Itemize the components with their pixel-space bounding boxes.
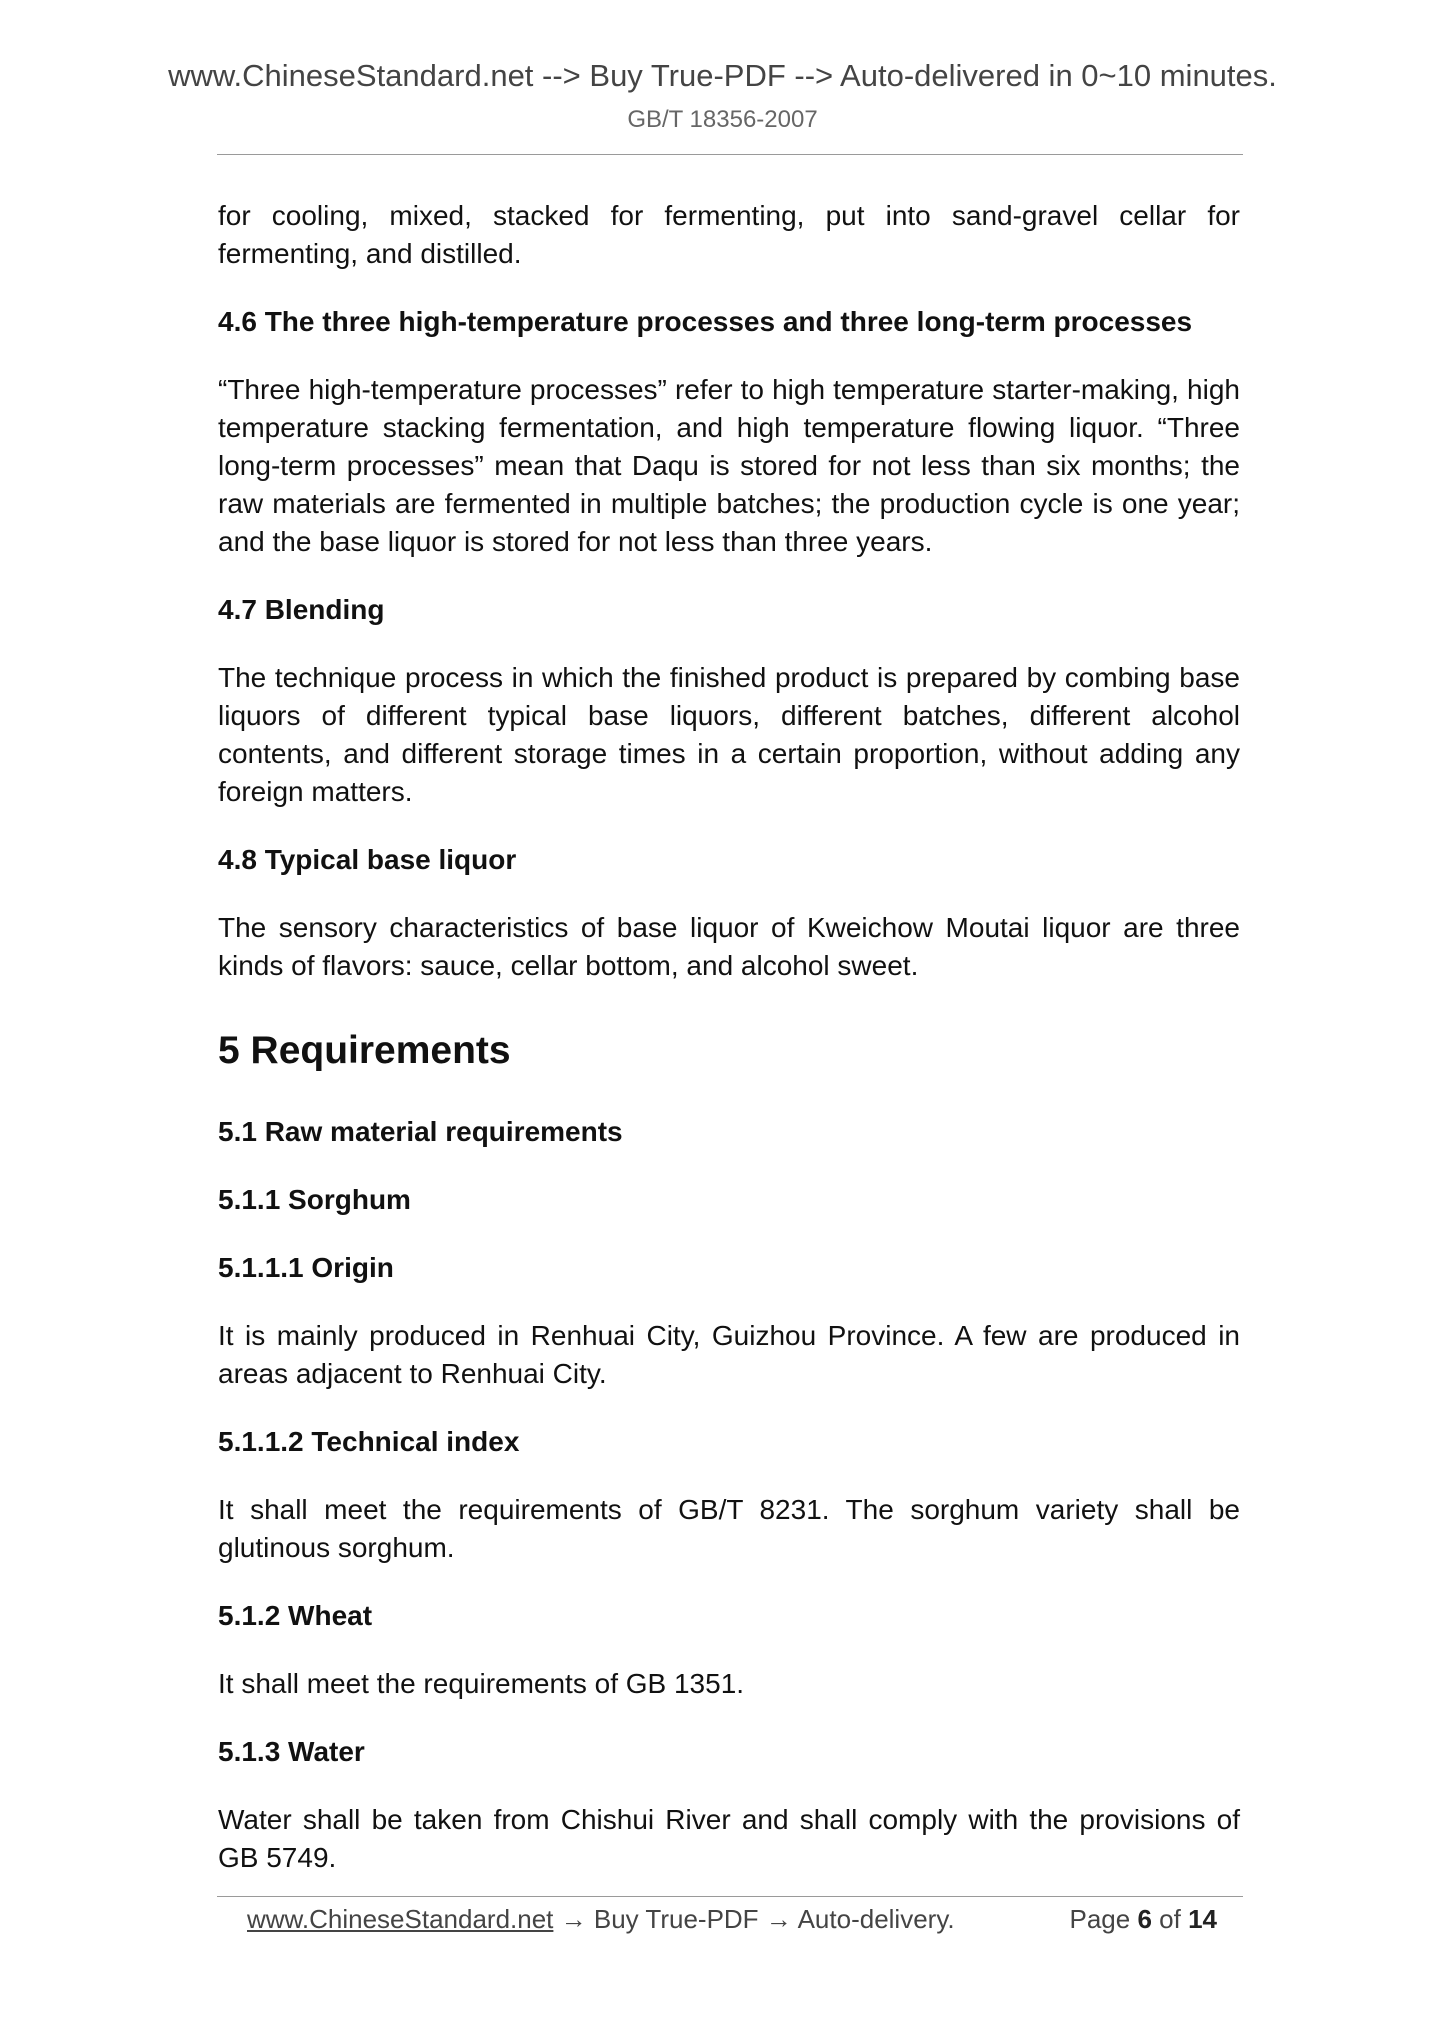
- heading-5-1-1-2: 5.1.1.2 Technical index: [218, 1426, 520, 1457]
- paragraph-5-1-3: Water shall be taken from Chishui River and shall comply with the provisions of GB 5749.: [218, 1804, 1240, 1873]
- paragraph-4-7: The technique process in which the finished product is prepared by combing base liquors of different typical base liquors, different batches, different alcohol contents, and different storage times in a certain proportion, without adding any foreign matters.: [218, 662, 1240, 807]
- page-indicator: [1069, 1901, 1217, 1937]
- heading-5: 5 Requirements: [218, 1029, 511, 1072]
- paragraph-5-1-2: It shall meet the requirements of GB 1351.: [218, 1668, 745, 1699]
- paragraph-4-6: “Three high-temperature processes” refer to high temperature starter-making, high temperature stacking fermentation, and high temperature flowing liquor. “Three long-term processes” mean that Daqu is stored for not less than six months; the raw materials are fermented in multiple batches; the production cycle is one year; and the base liquor is stored for not less than three years.: [218, 374, 1240, 557]
- paragraph-intro: for cooling, mixed, stacked for fermenting, put into sand-gravel cellar for fermenting, and distilled.: [218, 200, 1240, 269]
- heading-4-6: 4.6 The three high-temperature processes and three long-term processes: [218, 306, 1193, 337]
- page-of: of: [1159, 1904, 1181, 1934]
- paragraph-5-1-1-1: It is mainly produced in Renhuai City, Guizhou Province. A few are produced in areas adjacent to Renhuai City.: [218, 1320, 1240, 1389]
- paragraph-5-1-1-2: It shall meet the requirements of GB/T 8231. The sorghum variety shall be glutinous sorghum.: [218, 1494, 1240, 1563]
- footer-buy-text: → Buy True-PDF: [553, 1904, 766, 1934]
- document-body: [218, 197, 1240, 1907]
- page-label: Page: [1069, 1904, 1131, 1934]
- heading-5-1-1: 5.1.1 Sorghum: [218, 1184, 411, 1215]
- heading-5-1-3: 5.1.3 Water: [218, 1736, 365, 1767]
- page-total: 14: [1188, 1904, 1217, 1934]
- page-current: 6: [1137, 1904, 1152, 1934]
- paragraph-4-8: The sensory characteristics of base liquor of Kweichow Moutai liquor are three kinds of flavors: sauce, cellar bottom, and alcohol sweet.: [218, 912, 1240, 981]
- footer-divider: [217, 1896, 1243, 1897]
- heading-5-1-2: 5.1.2 Wheat: [218, 1600, 373, 1631]
- header-divider: [217, 154, 1243, 155]
- heading-5-1-1-1: 5.1.1.1 Origin: [218, 1252, 394, 1283]
- footer: [247, 1901, 1227, 1937]
- header-banner: www.ChineseStandard.net --> Buy True-PDF --> Auto-delivered in 0~10 minutes.: [168, 58, 1277, 93]
- footer-delivery-text: → Auto-delivery.: [765, 1904, 955, 1934]
- standard-number: GB/T 18356-2007: [627, 106, 818, 133]
- heading-5-1: 5.1 Raw material requirements: [218, 1116, 623, 1147]
- heading-4-8: 4.8 Typical base liquor: [218, 844, 517, 875]
- footer-site-link[interactable]: www.ChineseStandard.net: [247, 1904, 554, 1934]
- heading-4-7: 4.7 Blending: [218, 594, 385, 625]
